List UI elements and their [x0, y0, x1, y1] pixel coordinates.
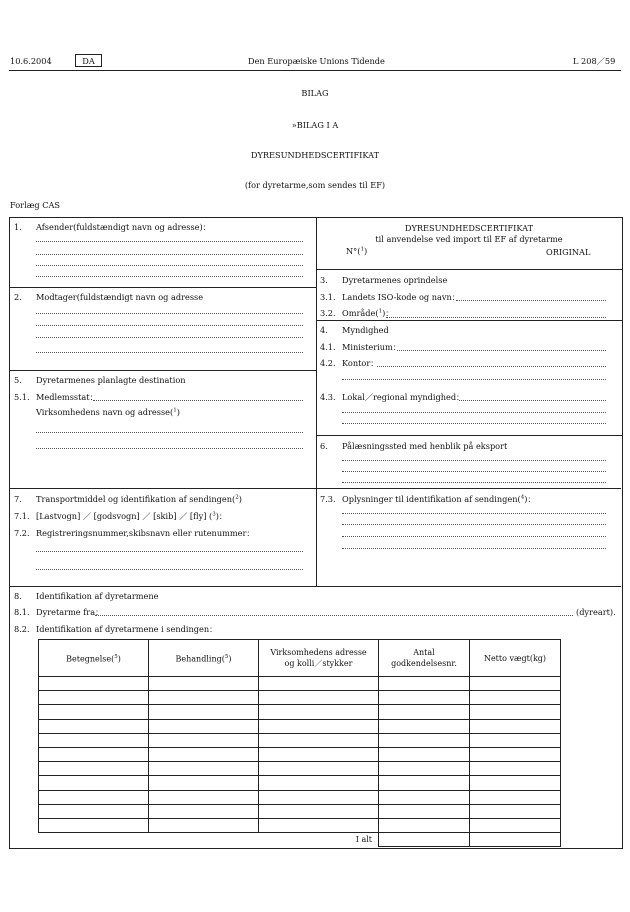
- table-row[interactable]: [39, 691, 561, 705]
- cert-box-title: DYRESUNDHEDSCERTIFIKAT: [404, 223, 534, 233]
- journal-title: Den Europæiske Unions Tidende: [248, 56, 385, 66]
- iso-code-label: Landets ISO-kode og navn：: [342, 292, 460, 302]
- sender-line[interactable]: [36, 265, 303, 266]
- table-row[interactable]: [39, 818, 561, 832]
- local-authority-line[interactable]: [342, 423, 606, 424]
- section-8-label: Identifikation af dyretarmene: [36, 591, 159, 601]
- header-rule: [9, 70, 621, 71]
- column-divider-top: [316, 217, 317, 587]
- table-row[interactable]: [39, 804, 561, 818]
- consignee-line[interactable]: [36, 352, 303, 353]
- transport-mode-label: [Lastvogn] ／ [godsvogn] ／ [skib] ／ [fly] ($^3$)：: [36, 511, 228, 521]
- table-total-row: [39, 833, 561, 847]
- region-label: Område($^1$)：: [342, 308, 394, 318]
- col-header-net-weight: Netto vægt(kg): [470, 640, 561, 677]
- col-header-treatment: Behandling($^5$): [149, 640, 259, 677]
- total-label: I alt: [39, 833, 379, 847]
- certificate-number-label: N°($^1$): [346, 246, 368, 256]
- registration-line[interactable]: [36, 551, 303, 552]
- table-row[interactable]: [39, 747, 561, 761]
- section-7-2-number: 7.2.: [14, 528, 30, 538]
- consignee-line[interactable]: [36, 325, 303, 326]
- section-3-2-number: 3.2.: [320, 308, 336, 318]
- consignment-info-line[interactable]: [342, 536, 606, 537]
- col-header-establishment: Virksomhedens adresse og kolli／stykker: [259, 640, 379, 677]
- section-3-1-number: 3.1.: [320, 292, 336, 302]
- loading-place-line[interactable]: [342, 482, 606, 483]
- loading-place-line[interactable]: [342, 460, 606, 461]
- local-authority-label: Lokal／regional myndighed：: [342, 392, 465, 402]
- table-row[interactable]: [39, 762, 561, 776]
- section-4-label: Myndighed: [342, 325, 389, 335]
- annex-ia-title: »BILAG I A: [291, 120, 339, 130]
- section-1-number: 1.: [14, 222, 22, 232]
- divider-s3-s4: [316, 320, 622, 321]
- divider-row-8: [9, 586, 621, 587]
- species-suffix: (dyreart).: [576, 607, 616, 617]
- table-row[interactable]: [39, 733, 561, 747]
- section-8-2-number: 8.2.: [14, 624, 30, 634]
- local-authority-line[interactable]: [342, 412, 606, 413]
- casings-from-label: Dyretarme fra：: [36, 607, 104, 617]
- table-row[interactable]: [39, 705, 561, 719]
- section-5-number: 5.: [14, 375, 22, 385]
- table-row[interactable]: [39, 719, 561, 733]
- section-5-label: Dyretarmenes planlagte destination: [36, 375, 186, 385]
- section-7-3-number: 7.3.: [320, 494, 336, 504]
- species-line[interactable]: [95, 615, 573, 616]
- office-line[interactable]: [377, 366, 606, 367]
- ministry-label: Ministerium：: [342, 342, 401, 352]
- section-6-number: 6.: [320, 441, 328, 451]
- section-8-1-number: 8.1.: [14, 607, 30, 617]
- section-2-number: 2.: [14, 292, 22, 302]
- divider-row-7: [9, 488, 621, 489]
- section-3-label: Dyretarmenes oprindelse: [342, 275, 448, 285]
- section-5-1-number: 5.1.: [14, 392, 30, 402]
- section-2-label: Modtager(fuldstændigt navn og adresse: [36, 292, 204, 302]
- certificate-title: DYRESUNDHEDSCERTIFIKAT: [250, 150, 380, 160]
- section-3-number: 3.: [320, 275, 328, 285]
- annex-title: BILAG: [301, 88, 329, 98]
- consignment-info-label: Oplysninger til identifikation af sendingen($^4$)：: [342, 494, 536, 504]
- registration-line[interactable]: [36, 569, 303, 570]
- consignment-info-line[interactable]: [342, 524, 606, 525]
- sender-line[interactable]: [36, 276, 303, 277]
- sender-line[interactable]: [36, 254, 303, 255]
- divider-s2-s5: [9, 370, 316, 371]
- region-line[interactable]: [386, 317, 606, 318]
- sender-line[interactable]: [36, 241, 303, 242]
- header-date: 10.6.2004: [10, 56, 52, 66]
- page-reference: L 208／59: [573, 56, 616, 66]
- consignment-identification-label: Identifikation af dyretarmene i sendingen：: [36, 624, 218, 634]
- loading-place-line[interactable]: [342, 471, 606, 472]
- local-authority-line[interactable]: [459, 400, 606, 401]
- section-4-2-number: 4.2.: [320, 358, 336, 368]
- member-state-label: Medlemsstat：: [36, 392, 98, 402]
- section-6-label: Pålæsningssted med henblik på eksport: [342, 441, 508, 451]
- divider-s4-s6: [316, 435, 622, 436]
- iso-code-line[interactable]: [456, 300, 606, 301]
- office-line[interactable]: [342, 379, 606, 380]
- original-label: ORIGINAL: [546, 247, 591, 257]
- section-7-number: 7.: [14, 494, 22, 504]
- establishment-label: Virksomhedens navn og adresse($^1$): [36, 407, 180, 417]
- total-weight-cell[interactable]: [470, 833, 561, 847]
- section-4-1-number: 4.1.: [320, 342, 336, 352]
- cert-box-subtitle: til anvendelse ved import til EF af dyretarme: [375, 234, 563, 244]
- section-1-label: Afsender(fuldstændigt navn og adresse)：: [36, 222, 211, 232]
- model-label: Forlæg CAS: [10, 200, 61, 210]
- member-state-line[interactable]: [93, 400, 303, 401]
- table-row[interactable]: [39, 790, 561, 804]
- section-4-number: 4.: [320, 325, 328, 335]
- section-7-1-number: 7.1.: [14, 511, 30, 521]
- office-label: Kontor：: [342, 358, 379, 368]
- col-header-approval-number: Antal godkendelsesnr.: [379, 640, 470, 677]
- section-8-number: 8.: [14, 591, 22, 601]
- divider-cert-s3: [316, 269, 622, 270]
- ministry-line[interactable]: [397, 350, 606, 351]
- col-header-description: Betegnelse($^5$): [39, 640, 149, 677]
- consignment-info-line[interactable]: [342, 548, 606, 549]
- certificate-subtitle: (for dyretarme,som sendes til EF): [244, 180, 386, 190]
- establishment-line[interactable]: [36, 448, 303, 449]
- registration-label: Registreringsnummer,skibsnavn eller rutenummer：: [36, 528, 255, 538]
- table-header-row: [39, 640, 561, 677]
- consignee-line[interactable]: [36, 313, 303, 314]
- casings-table: [38, 639, 561, 847]
- section-4-3-number: 4.3.: [320, 392, 336, 402]
- language-code: DA: [82, 56, 95, 66]
- table-row[interactable]: [39, 677, 561, 691]
- consignee-line[interactable]: [36, 337, 303, 338]
- table-row[interactable]: [39, 776, 561, 790]
- consignment-info-line[interactable]: [342, 513, 606, 514]
- section-7-label: Transportmiddel og identifikation af sendingen($^2$): [36, 494, 242, 504]
- divider-s1-s2: [9, 287, 316, 288]
- establishment-line[interactable]: [36, 432, 303, 433]
- total-approval-cell[interactable]: [379, 833, 470, 847]
